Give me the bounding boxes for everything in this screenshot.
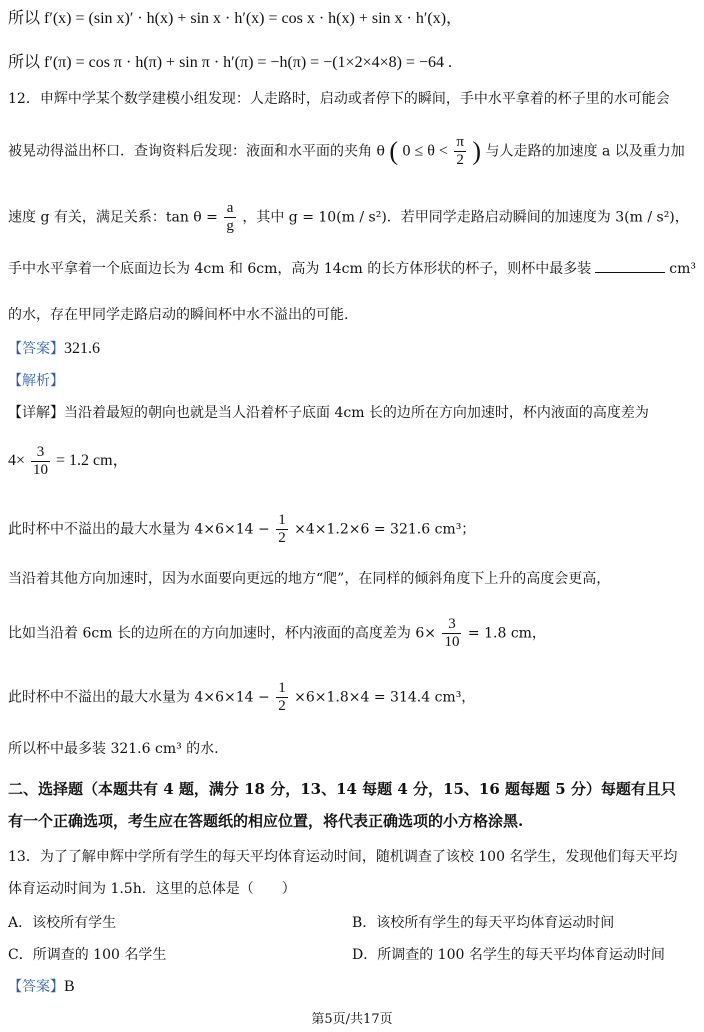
fraction-numerator: 3	[442, 616, 461, 634]
calc-row-2	[8, 512, 694, 547]
calc1-pre: 4×	[8, 452, 26, 470]
calc3-pre: 比如当沿着 6cm 长的边所在的方向加速时，杯内液面的高度差为 6×	[8, 625, 437, 642]
calc4-pre: 此时杯中不溢出的最大水量为 4×6×14 −	[8, 689, 270, 706]
question-12-line-4	[8, 258, 694, 280]
paren-left: (	[389, 136, 399, 166]
question-12-line-3	[8, 200, 694, 235]
answer-value: B	[64, 978, 75, 995]
section-heading-line-1: 二、选择题（本题共有 4 题，满分 18 分，13、14 每题 4 分，15、16 题每题 5 分）每题有且只	[8, 780, 676, 798]
q12-text-2: 与人走路的加速度 a 以及重力加	[485, 143, 685, 160]
q12-condition: 0 ≤ θ <	[402, 142, 448, 160]
formula-f-prime-x: 所以 f′(x) = (sin x)′ · h(x) + sin x · h′(x) = cos x · h(x) + sin x · h′(x)，	[8, 10, 463, 27]
fraction-numerator: 1	[278, 680, 286, 696]
q12-text-1: 被晃动得溢出杯口．查询资料后发现：液面和水平面的夹角 θ	[8, 143, 385, 160]
fraction-pi-over-2	[454, 134, 466, 169]
answer-row	[8, 338, 694, 360]
detail-label: 【详解】	[8, 405, 64, 421]
q12-text-5: 手中水平拿着一个底面边长为 4cm 和 6cm，高为 14cm 的长方体形状的杯子，则杯中最多装	[8, 261, 592, 277]
fraction-denominator: 2	[278, 698, 286, 714]
conclusion: 所以杯中最多装 321.6 cm³ 的水.	[8, 741, 219, 757]
fraction-3-over-10	[31, 444, 50, 479]
answer-value: 321.6	[64, 340, 100, 357]
answer-label: 【答案】	[8, 341, 64, 357]
option-c: C．所调查的 100 名学生	[8, 947, 167, 963]
fraction-denominator: g	[226, 218, 234, 234]
calc1-post: = 1.2 cm，	[56, 452, 129, 470]
fraction-numerator: 3	[31, 444, 50, 462]
question-12-line-5: 的水，存在甲同学走路启动的瞬间杯中水不溢出的可能.	[8, 307, 349, 323]
question-13-line-1: 13．为了了解申辉中学所有学生的每天平均体育运动时间，随机调查了该校 100 名学生，发现他们每天平均	[8, 849, 678, 865]
section-heading-line-2: 有一个正确选项，考生应在答题纸的相应位置，将代表正确选项的小方格涂黑.	[8, 812, 524, 830]
q12-text-4: ，其中 g = 10(m / s²)．若甲同学走路启动瞬间的加速度为 3(m / s²)，	[242, 209, 689, 226]
page-footer: 第5页/共17页	[311, 1012, 393, 1027]
fraction-numerator: 1	[278, 512, 286, 528]
detail-row-1	[8, 402, 694, 424]
option-b: B．该校所有学生的每天平均体育运动时间	[352, 915, 615, 931]
fraction-denominator: 10	[33, 462, 49, 478]
question-12-line-1: 12．申辉中学某个数学建模小组发现：人走路时，启动或者停下的瞬间，手中水平拿着的杯子里的水可能会	[8, 91, 670, 107]
fraction-denominator: 10	[444, 634, 460, 650]
calc2-pre: 此时杯中不溢出的最大水量为 4×6×14 −	[8, 521, 270, 538]
option-d: D．所调查的 100 名学生的每天平均体育运动时间	[352, 947, 665, 963]
answer-label: 【答案】	[8, 979, 64, 995]
calc4-post: ×6×1.8×4 = 314.4 cm³，	[294, 689, 476, 706]
calc-row-3	[8, 616, 694, 651]
detail-row-2: 当沿着其他方向加速时，因为水面要向更远的地方“爬”，在同样的倾斜角度下上升的高度会更高，	[8, 571, 611, 587]
paren-right: )	[472, 136, 482, 166]
question-12-line-2	[8, 134, 694, 169]
question-13-line-2: 体育运动时间为 1.5h．这里的总体是（ ）	[8, 881, 296, 897]
option-a: A．该校所有学生	[8, 915, 117, 931]
answer-row-2	[8, 976, 694, 998]
calc2-post: ×4×1.2×6 = 321.6 cm³；	[294, 521, 476, 538]
fraction-denominator: 2	[278, 530, 286, 546]
q12-unit: cm³	[669, 261, 696, 277]
answer-blank	[595, 258, 665, 273]
calc-row-4	[8, 680, 694, 715]
fraction-a-over-g	[224, 200, 236, 235]
fraction-3-over-10	[442, 616, 461, 651]
detail-text-1: 当沿着最短的朝向也就是当人沿着杯子底面 4cm 长的边所在方向加速时，杯内液面的高度差为	[64, 405, 649, 421]
analysis-label: 【解析】	[8, 373, 64, 389]
calc3-post: = 1.8 cm，	[467, 625, 546, 642]
fraction-numerator: π	[456, 134, 464, 150]
fraction-denominator: 2	[456, 152, 464, 168]
q12-text-3: 速度 g 有关，满足关系：tan θ =	[8, 209, 218, 226]
fraction-1-over-2	[276, 680, 288, 715]
calc-row-1	[8, 444, 694, 479]
formula-f-prime-pi: 所以 f′(π) = cos π · h(π) + sin π · h′(π) = −h(π) = −(1×2×4×8) = −64 .	[8, 54, 452, 71]
fraction-numerator: a	[224, 200, 236, 218]
fraction-1-over-2	[276, 512, 288, 547]
